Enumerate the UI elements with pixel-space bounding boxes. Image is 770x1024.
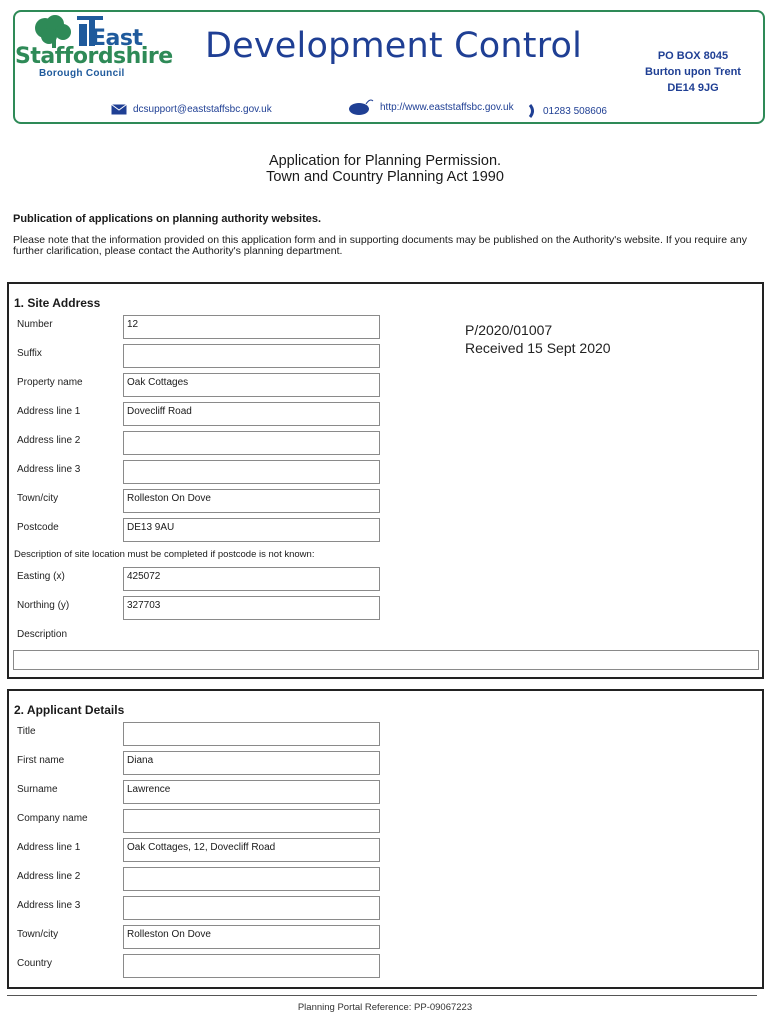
- country-input[interactable]: [123, 954, 380, 978]
- field-label: Address line 1: [17, 842, 81, 853]
- suffix-input[interactable]: [123, 344, 380, 368]
- town-city-input[interactable]: Rolleston On Dove: [123, 489, 380, 513]
- field-label: Town/city: [17, 493, 59, 504]
- field-label: Address line 1: [17, 406, 81, 417]
- field-label: Easting (x): [17, 571, 65, 582]
- site-address-section: [7, 282, 764, 679]
- field-label: Address line 2: [17, 435, 81, 446]
- field-label: Northing (y): [17, 600, 70, 611]
- footer-divider: [7, 995, 757, 996]
- field-label: Address line 3: [17, 900, 81, 911]
- field-label: Description: [17, 629, 68, 640]
- email-link[interactable]: dcsupport@eaststaffsbc.gov.uk: [133, 104, 272, 115]
- form-title-line: Application for Planning Permission.: [268, 153, 502, 169]
- form-title: [0, 153, 770, 185]
- publication-notice: Please note that the information provided on this application form and in supporting documents may be published on the Authority's website. If you require any further clarification, please contact the Authority's planning department.: [13, 234, 747, 257]
- stamp-received-date: Received 15 Sept 2020: [465, 340, 611, 356]
- phone-number: 01283 508606: [543, 105, 607, 117]
- field-label: Number: [17, 319, 53, 330]
- address-line: PO BOX 8045: [657, 50, 729, 62]
- postal-address: [623, 48, 763, 96]
- field-label: Suffix: [17, 348, 42, 359]
- company-name-input[interactable]: [123, 809, 380, 833]
- section-title: 2. Applicant Details: [14, 703, 125, 717]
- address-line-2-input[interactable]: [123, 431, 380, 455]
- address-line-3-input[interactable]: [123, 460, 380, 484]
- publication-heading: Publication of applications on planning authority websites.: [13, 213, 322, 225]
- telephone-icon: [527, 104, 537, 118]
- field-label: Town/city: [17, 929, 59, 940]
- field-label: Surname: [17, 784, 58, 795]
- address-line-1-input[interactable]: Dovecliff Road: [123, 402, 380, 426]
- address-line: Burton upon Trent: [645, 66, 741, 78]
- field-label: Address line 3: [17, 464, 81, 475]
- page-title: Development Control: [205, 26, 583, 66]
- website-link[interactable]: http://www.eaststaffsbc.gov.uk: [380, 101, 514, 113]
- logo-text-east: East: [91, 26, 143, 51]
- location-note: Description of site location must be completed if postcode is not known:: [14, 549, 315, 560]
- first-name-input[interactable]: Diana: [123, 751, 380, 775]
- section-title: 1. Site Address: [14, 296, 101, 310]
- website-contact[interactable]: [348, 98, 514, 116]
- easting-input[interactable]: 425072: [123, 567, 380, 591]
- applicant-town-city-input[interactable]: Rolleston On Dove: [123, 925, 380, 949]
- applicant-details-section: [7, 689, 764, 989]
- surname-input[interactable]: Lawrence: [123, 780, 380, 804]
- property-name-input[interactable]: Oak Cottages: [123, 373, 380, 397]
- title-input[interactable]: [123, 722, 380, 746]
- email-contact[interactable]: [111, 104, 272, 115]
- portal-reference: Planning Portal Reference: PP-09067223: [297, 1002, 473, 1013]
- field-label: Company name: [17, 813, 88, 824]
- applicant-address-line-3-input[interactable]: [123, 896, 380, 920]
- field-label: Postcode: [17, 522, 59, 533]
- postcode-input[interactable]: DE13 9AU: [123, 518, 380, 542]
- number-input[interactable]: 12: [123, 315, 380, 339]
- description-input[interactable]: [13, 650, 759, 670]
- field-label: Title: [17, 726, 36, 737]
- field-label: Address line 2: [17, 871, 81, 882]
- applicant-address-line-1-input[interactable]: Oak Cottages, 12, Dovecliff Road: [123, 838, 380, 862]
- logo-text-borough-council: Borough Council: [39, 68, 125, 79]
- logo-text-staffordshire: Staffordshire: [15, 44, 173, 69]
- applicant-address-line-2-input[interactable]: [123, 867, 380, 891]
- field-label: First name: [17, 755, 65, 766]
- phone-contact: [527, 104, 607, 118]
- address-line: DE14 9JG: [667, 82, 719, 94]
- letterhead: [13, 10, 765, 124]
- form-subtitle-line: Town and Country Planning Act 1990: [266, 169, 504, 185]
- computer-mouse-icon: [348, 98, 374, 116]
- envelope-icon: [111, 104, 127, 115]
- northing-input[interactable]: 327703: [123, 596, 380, 620]
- field-label: Country: [17, 958, 53, 969]
- council-logo: [15, 12, 175, 87]
- field-label: Property name: [17, 377, 83, 388]
- stamp-reference: P/2020/01007: [465, 322, 553, 338]
